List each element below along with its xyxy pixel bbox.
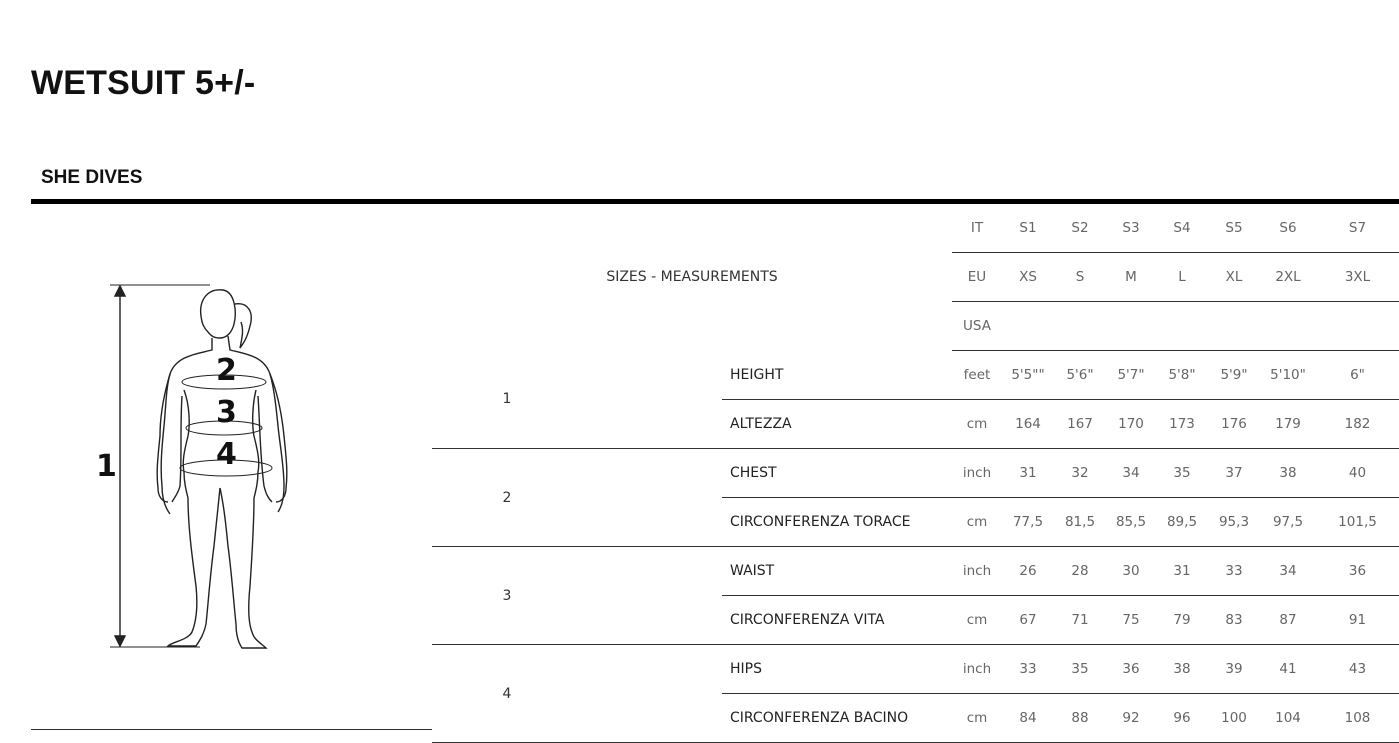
value-cell: 182 <box>1316 400 1399 449</box>
page-title: WETSUIT 5+/- <box>31 64 256 102</box>
value-cell: 38 <box>1156 645 1208 694</box>
measurement-row-chest <box>432 449 1399 498</box>
value-cell: 34 <box>1260 547 1316 596</box>
value-cell: 173 <box>1156 400 1208 449</box>
measurement-label: WAIST <box>722 547 952 596</box>
value-cell: 5'6" <box>1054 351 1106 400</box>
value-cell: 40 <box>1316 449 1399 498</box>
unit-label: cm <box>952 694 1002 743</box>
value-cell: 35 <box>1156 449 1208 498</box>
size-cell: S7 <box>1316 204 1399 253</box>
group-number: 4 <box>432 645 722 743</box>
value-cell: 5'10" <box>1260 351 1316 400</box>
value-cell: 5'5"" <box>1002 351 1054 400</box>
region-label: IT <box>952 204 1002 253</box>
value-cell: 95,3 <box>1208 498 1260 547</box>
measurement-label: CIRCONFERENZA VITA <box>722 596 952 645</box>
value-cell: 100 <box>1208 694 1260 743</box>
value-cell: 96 <box>1156 694 1208 743</box>
value-cell: 31 <box>1002 449 1054 498</box>
unit-label: feet <box>952 351 1002 400</box>
value-cell: 97,5 <box>1260 498 1316 547</box>
measurement-label: ALTEZZA <box>722 400 952 449</box>
size-cell <box>1156 302 1208 351</box>
value-cell: 34 <box>1106 449 1156 498</box>
value-cell: 43 <box>1316 645 1399 694</box>
measurement-label: HIPS <box>722 645 952 694</box>
measurement-row-waist <box>432 547 1399 596</box>
value-cell: 79 <box>1156 596 1208 645</box>
head-outline <box>201 290 236 338</box>
section-title: SHE DIVES <box>41 167 143 188</box>
unit-label: inch <box>952 449 1002 498</box>
size-cell: 3XL <box>1316 253 1399 302</box>
marker-hips: 4 <box>216 437 237 472</box>
value-cell: 36 <box>1316 547 1399 596</box>
value-cell: 84 <box>1002 694 1054 743</box>
size-cell: S2 <box>1054 204 1106 253</box>
value-cell: 167 <box>1054 400 1106 449</box>
group-number: 2 <box>432 449 722 547</box>
value-cell: 35 <box>1054 645 1106 694</box>
height-arrow-top <box>115 286 125 296</box>
region-label: EU <box>952 253 1002 302</box>
measurement-row-height <box>432 351 1399 400</box>
bottom-divider <box>31 729 432 730</box>
marker-waist: 3 <box>216 395 237 430</box>
unit-label: cm <box>952 400 1002 449</box>
size-cell: S5 <box>1208 204 1260 253</box>
size-cell: S <box>1054 253 1106 302</box>
size-table <box>432 204 1399 743</box>
value-cell: 38 <box>1260 449 1316 498</box>
value-cell: 81,5 <box>1054 498 1106 547</box>
height-arrow-bottom <box>115 636 125 646</box>
size-cell: S4 <box>1156 204 1208 253</box>
size-cell: M <box>1106 253 1156 302</box>
size-cell: 2XL <box>1260 253 1316 302</box>
unit-label: inch <box>952 645 1002 694</box>
value-cell: 30 <box>1106 547 1156 596</box>
measurement-label: HEIGHT <box>722 351 952 400</box>
size-cell: S1 <box>1002 204 1054 253</box>
size-cell <box>1208 302 1260 351</box>
value-cell: 31 <box>1156 547 1208 596</box>
size-cell: XL <box>1208 253 1260 302</box>
group-number: 1 <box>432 351 722 449</box>
value-cell: 101,5 <box>1316 498 1399 547</box>
value-cell: 67 <box>1002 596 1054 645</box>
value-cell: 170 <box>1106 400 1156 449</box>
value-cell: 83 <box>1208 596 1260 645</box>
value-cell: 88 <box>1054 694 1106 743</box>
size-cell <box>1106 302 1156 351</box>
value-cell: 92 <box>1106 694 1156 743</box>
value-cell: 5'7" <box>1106 351 1156 400</box>
value-cell: 108 <box>1316 694 1399 743</box>
size-cell <box>1002 302 1054 351</box>
value-cell: 5'9" <box>1208 351 1260 400</box>
group-number: 3 <box>432 547 722 645</box>
value-cell: 36 <box>1106 645 1156 694</box>
value-cell: 32 <box>1054 449 1106 498</box>
value-cell: 87 <box>1260 596 1316 645</box>
measurement-row-hips <box>432 645 1399 694</box>
value-cell: 28 <box>1054 547 1106 596</box>
size-cell <box>1260 302 1316 351</box>
value-cell: 5'8" <box>1156 351 1208 400</box>
value-cell: 176 <box>1208 400 1260 449</box>
value-cell: 6" <box>1316 351 1399 400</box>
value-cell: 89,5 <box>1156 498 1208 547</box>
value-cell: 33 <box>1002 645 1054 694</box>
measurement-label: CIRCONFERENZA BACINO <box>722 694 952 743</box>
value-cell: 85,5 <box>1106 498 1156 547</box>
region-label: USA <box>952 302 1002 351</box>
size-cell: XS <box>1002 253 1054 302</box>
value-cell: 71 <box>1054 596 1106 645</box>
value-cell: 26 <box>1002 547 1054 596</box>
size-cell <box>1054 302 1106 351</box>
value-cell: 39 <box>1208 645 1260 694</box>
unit-label: cm <box>952 498 1002 547</box>
value-cell: 91 <box>1316 596 1399 645</box>
value-cell: 37 <box>1208 449 1260 498</box>
body-measurement-figure <box>96 276 306 666</box>
measurement-label: CIRCONFERENZA TORACE <box>722 498 952 547</box>
value-cell: 77,5 <box>1002 498 1054 547</box>
size-row-it <box>432 204 1399 253</box>
value-cell: 75 <box>1106 596 1156 645</box>
value-cell: 33 <box>1208 547 1260 596</box>
size-cell: S6 <box>1260 204 1316 253</box>
value-cell: 41 <box>1260 645 1316 694</box>
unit-label: inch <box>952 547 1002 596</box>
size-cell <box>1316 302 1399 351</box>
ponytail-outline <box>235 304 251 348</box>
value-cell: 104 <box>1260 694 1316 743</box>
unit-label: cm <box>952 596 1002 645</box>
value-cell: 164 <box>1002 400 1054 449</box>
sizes-measurements-label: SIZES - MEASUREMENTS <box>606 269 778 286</box>
size-cell: S3 <box>1106 204 1156 253</box>
value-cell: 179 <box>1260 400 1316 449</box>
marker-chest: 2 <box>216 353 237 388</box>
measurement-label: CHEST <box>722 449 952 498</box>
marker-height: 1 <box>96 449 117 484</box>
size-cell: L <box>1156 253 1208 302</box>
